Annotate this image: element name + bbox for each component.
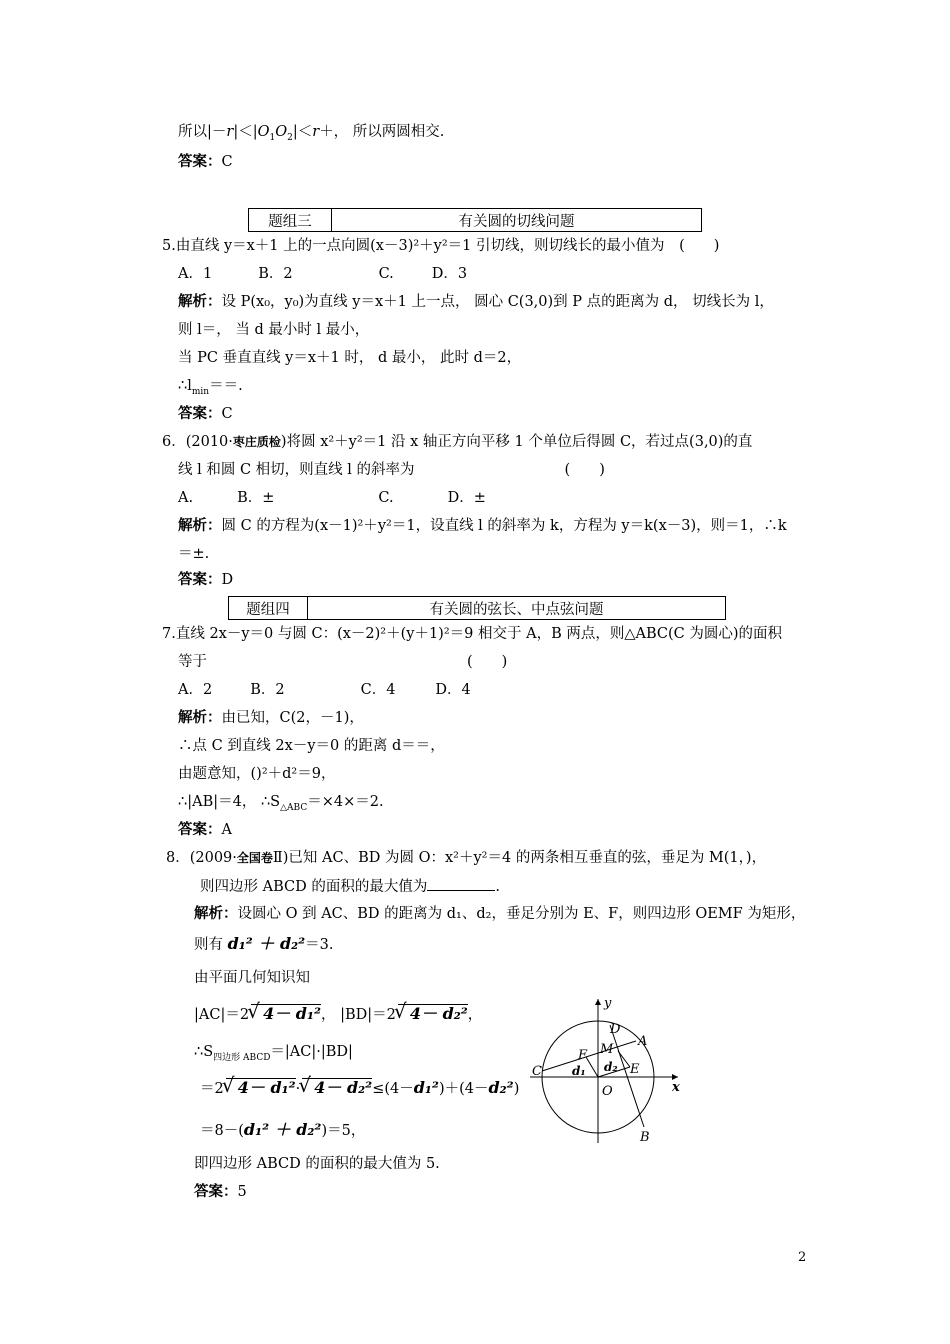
group-header-4 [228, 596, 726, 620]
text: ∴点 C 到直线 2x－y＝0 的距离 d＝＝， [178, 738, 445, 754]
text: ＝×4×＝2. [307, 794, 384, 810]
option-d: D．3 [431, 266, 468, 282]
answer-value: 5 [237, 1184, 247, 1200]
sqrt: √ 4－ d₂² [302, 1078, 372, 1097]
text: 等于 [178, 654, 207, 670]
q8-solution-4 [194, 1004, 482, 1025]
text: r [312, 124, 320, 140]
answer-paren: ( ) [679, 238, 720, 254]
label-y: y [604, 996, 612, 1011]
text: |＜ [292, 124, 313, 140]
q8-solution-3 [194, 968, 310, 988]
text: ＋， 所以两圆相交. [319, 124, 445, 140]
segment-me [618, 1051, 630, 1067]
sqrt: √ 4－ d₂² [398, 1004, 468, 1023]
solution-label: 解析： [178, 293, 222, 310]
formula: d₁² ＋ d₂² [227, 934, 306, 953]
option-b: B．2 [258, 266, 293, 282]
text: 则有 [194, 937, 223, 953]
text: 即四边形 ABCD 的面积的最大值为 5. [194, 1156, 440, 1172]
text: 由已知，C(2，－1)， [221, 710, 364, 726]
text: )＝5， [321, 1123, 366, 1139]
answer-label: 答案： [178, 821, 222, 838]
q5-solution-2 [178, 320, 369, 340]
option-d: D．± [447, 490, 486, 506]
segment-of [586, 1057, 598, 1077]
q6-solution-1 [178, 516, 787, 536]
q7-options [178, 680, 471, 700]
answer-paren: ( ) [564, 462, 605, 478]
text: 由平面几何知识知 [194, 970, 310, 986]
option-c: C．4 [360, 682, 396, 698]
answer-label: 答案： [178, 571, 222, 588]
text: 7.直线 2x－y＝0 与圆 C：(x－2)²＋(y＋1)²＝9 相交于 A，B 两点，则△ABC(C 为圆心)的面积 [162, 626, 782, 642]
text: 则四边形 ABCD 的面积的最大值为 [200, 879, 428, 895]
text: ∴|AB|＝4， ∴S [178, 794, 281, 810]
answer-value: A [221, 822, 232, 838]
answer-blank [427, 876, 495, 891]
label-b: B [640, 1130, 650, 1145]
text: 线 l 和圆 C 相切，则直线 l 的斜率为 [178, 462, 415, 478]
label-m: M [600, 1042, 614, 1057]
text: |AC|＝2 [194, 1007, 250, 1023]
q8-answer [194, 1182, 247, 1202]
text: O [257, 124, 270, 140]
label-x: x [672, 1080, 680, 1095]
q6-solution-2 [178, 544, 209, 564]
text: 设圆心 O 到 AC、BD 的距离为 d₁、d₂，垂足分别为 E、F，则四边形 OEMF 为矩形， [237, 906, 806, 922]
answer-label: 答案： [194, 1183, 238, 1200]
text: ， |BD|＝2 [320, 1007, 396, 1023]
text: 2 [287, 132, 293, 143]
text: 圆 C 的方程为(x－1)²＋y²＝1，设直线 l 的斜率为 k，方程为 y＝k(x－3)，则＝1，∴k [221, 518, 787, 534]
formula: d₁² ＋ d₂² [243, 1120, 322, 1139]
q7-solution-4 [178, 792, 384, 812]
text: )＋(4－ [438, 1081, 489, 1097]
group-title: 有关圆的切线问题 [458, 213, 575, 230]
text: ＝8－( [200, 1123, 244, 1139]
option-c: C. [378, 266, 394, 282]
q8-solution-2 [194, 934, 334, 955]
label-a: A [638, 1034, 648, 1049]
text: O [275, 124, 288, 140]
label-d1: d₁ [572, 1064, 586, 1078]
q5-answer [178, 404, 233, 424]
q6-stem-1 [162, 432, 752, 452]
solution-label: 解析： [194, 905, 238, 922]
label-f: F [578, 1048, 588, 1063]
q8-solution-6 [200, 1078, 519, 1099]
q8-solution-5 [194, 1042, 353, 1062]
q6-stem-2 [178, 460, 605, 480]
q8-stem-2 [200, 876, 500, 897]
option-d: D．4 [435, 682, 471, 698]
top-line [178, 122, 444, 142]
text: 设 P(x₀，y₀)为直线 y＝x＋1 上一点， 圆心 C(3,0)到 P 点的距离为 d， 切线长为 l， [221, 294, 774, 310]
sqrt: √ 4－ d₁² [251, 1004, 321, 1023]
text: 四边形 ABCD [213, 1052, 271, 1063]
q6-answer [178, 570, 233, 590]
group-label: 题组四 [229, 597, 308, 619]
label-o: O [602, 1084, 613, 1099]
text: ＝±. [178, 546, 210, 562]
page-number: 2 [798, 1250, 807, 1265]
solution-label: 解析： [178, 517, 222, 534]
answer-value: C [221, 406, 233, 422]
group-header-3 [248, 208, 702, 232]
text: r [226, 124, 234, 140]
group-title: 有关圆的弦长、中点弦问题 [429, 601, 604, 618]
label-e: E [630, 1062, 640, 1077]
text: ∴S [194, 1044, 214, 1060]
option-b: B．± [237, 490, 275, 506]
label-c: C [532, 1064, 542, 1079]
text: ≤(4－ [372, 1081, 414, 1097]
q8-solution-1 [194, 904, 805, 924]
text: ＝3. [305, 937, 334, 953]
answer-label: 答案： [178, 153, 222, 170]
option-a: A. [178, 490, 194, 506]
text: ＝2 [200, 1081, 224, 1097]
option-a: A．1 [178, 266, 213, 282]
text: ) [513, 1081, 520, 1097]
text: 当 PC 垂直直线 y＝x＋1 时， d 最小， 此时 d＝2， [178, 350, 522, 366]
text: |＜| [233, 124, 258, 140]
q7-stem-1 [162, 624, 782, 644]
text: △ABC [280, 802, 308, 813]
q5-options [178, 264, 467, 284]
text: 5.由直线 y＝x＋1 上的一点向圆(x－3)²＋y²＝1 引切线，则切线长的最小值为 [162, 238, 665, 254]
q5-solution-1 [178, 292, 774, 312]
q8-stem-1 [166, 848, 766, 868]
text: 1 [269, 132, 276, 143]
text: Ⅱ)已知 AC、BD 为圆 O：x²＋y²＝4 的两条相互垂直的弦，垂足为 M(1，)， [272, 850, 767, 866]
answer-value: D [221, 572, 234, 588]
sqrt: √ 4－ d₁² [226, 1078, 296, 1097]
group-label: 题组三 [249, 209, 332, 231]
q5-solution-3 [178, 348, 521, 368]
text: ， [467, 1007, 483, 1023]
q7-solution-3 [178, 764, 335, 784]
text: ∴l [178, 378, 192, 394]
text: · [295, 1081, 301, 1097]
q7-stem-2 [178, 652, 507, 672]
q7-answer [178, 820, 232, 840]
q5-solution-4 [178, 376, 243, 396]
y-arrow [595, 999, 601, 1005]
text: 由题意知，()²＋d²＝9， [178, 766, 336, 782]
q7-solution-1 [178, 708, 364, 728]
answer-value: C [221, 154, 233, 170]
text: . [495, 879, 500, 895]
text: ＝＝. [209, 378, 243, 394]
q6-options [178, 488, 486, 508]
circle-figure [528, 995, 688, 1145]
label-d2: d₂ [604, 1060, 618, 1074]
text: 则 l＝， 当 d 最小时 l 最小， [178, 322, 370, 338]
option-b: B．2 [250, 682, 285, 698]
answer-paren: ( ) [467, 654, 508, 670]
text: 所以|－ [178, 124, 227, 140]
solution-label: 解析： [178, 709, 222, 726]
text: 6．(2010· [162, 434, 233, 450]
text: )将圆 x²＋y²＝1 沿 x 轴正方向平移 1 个单位后得圆 C，若过点(3,0)的直 [280, 434, 753, 450]
option-a: A．2 [178, 682, 213, 698]
answer-label: 答案： [178, 405, 222, 422]
source: 全国卷 [236, 851, 273, 865]
text: min [191, 386, 210, 397]
source: 枣庄质检 [232, 435, 281, 449]
q8-solution-7 [200, 1120, 365, 1141]
text: 8．(2009· [166, 850, 237, 866]
top-answer [178, 152, 233, 172]
text: ＝|AC|·|BD| [270, 1044, 353, 1060]
option-c: C. [378, 490, 394, 506]
label-d: D [610, 1022, 621, 1037]
q7-solution-2 [178, 736, 445, 756]
q8-solution-8 [194, 1154, 440, 1174]
formula: d₂² [488, 1078, 514, 1097]
formula: d₁² [413, 1078, 439, 1097]
q5-stem [162, 236, 719, 256]
